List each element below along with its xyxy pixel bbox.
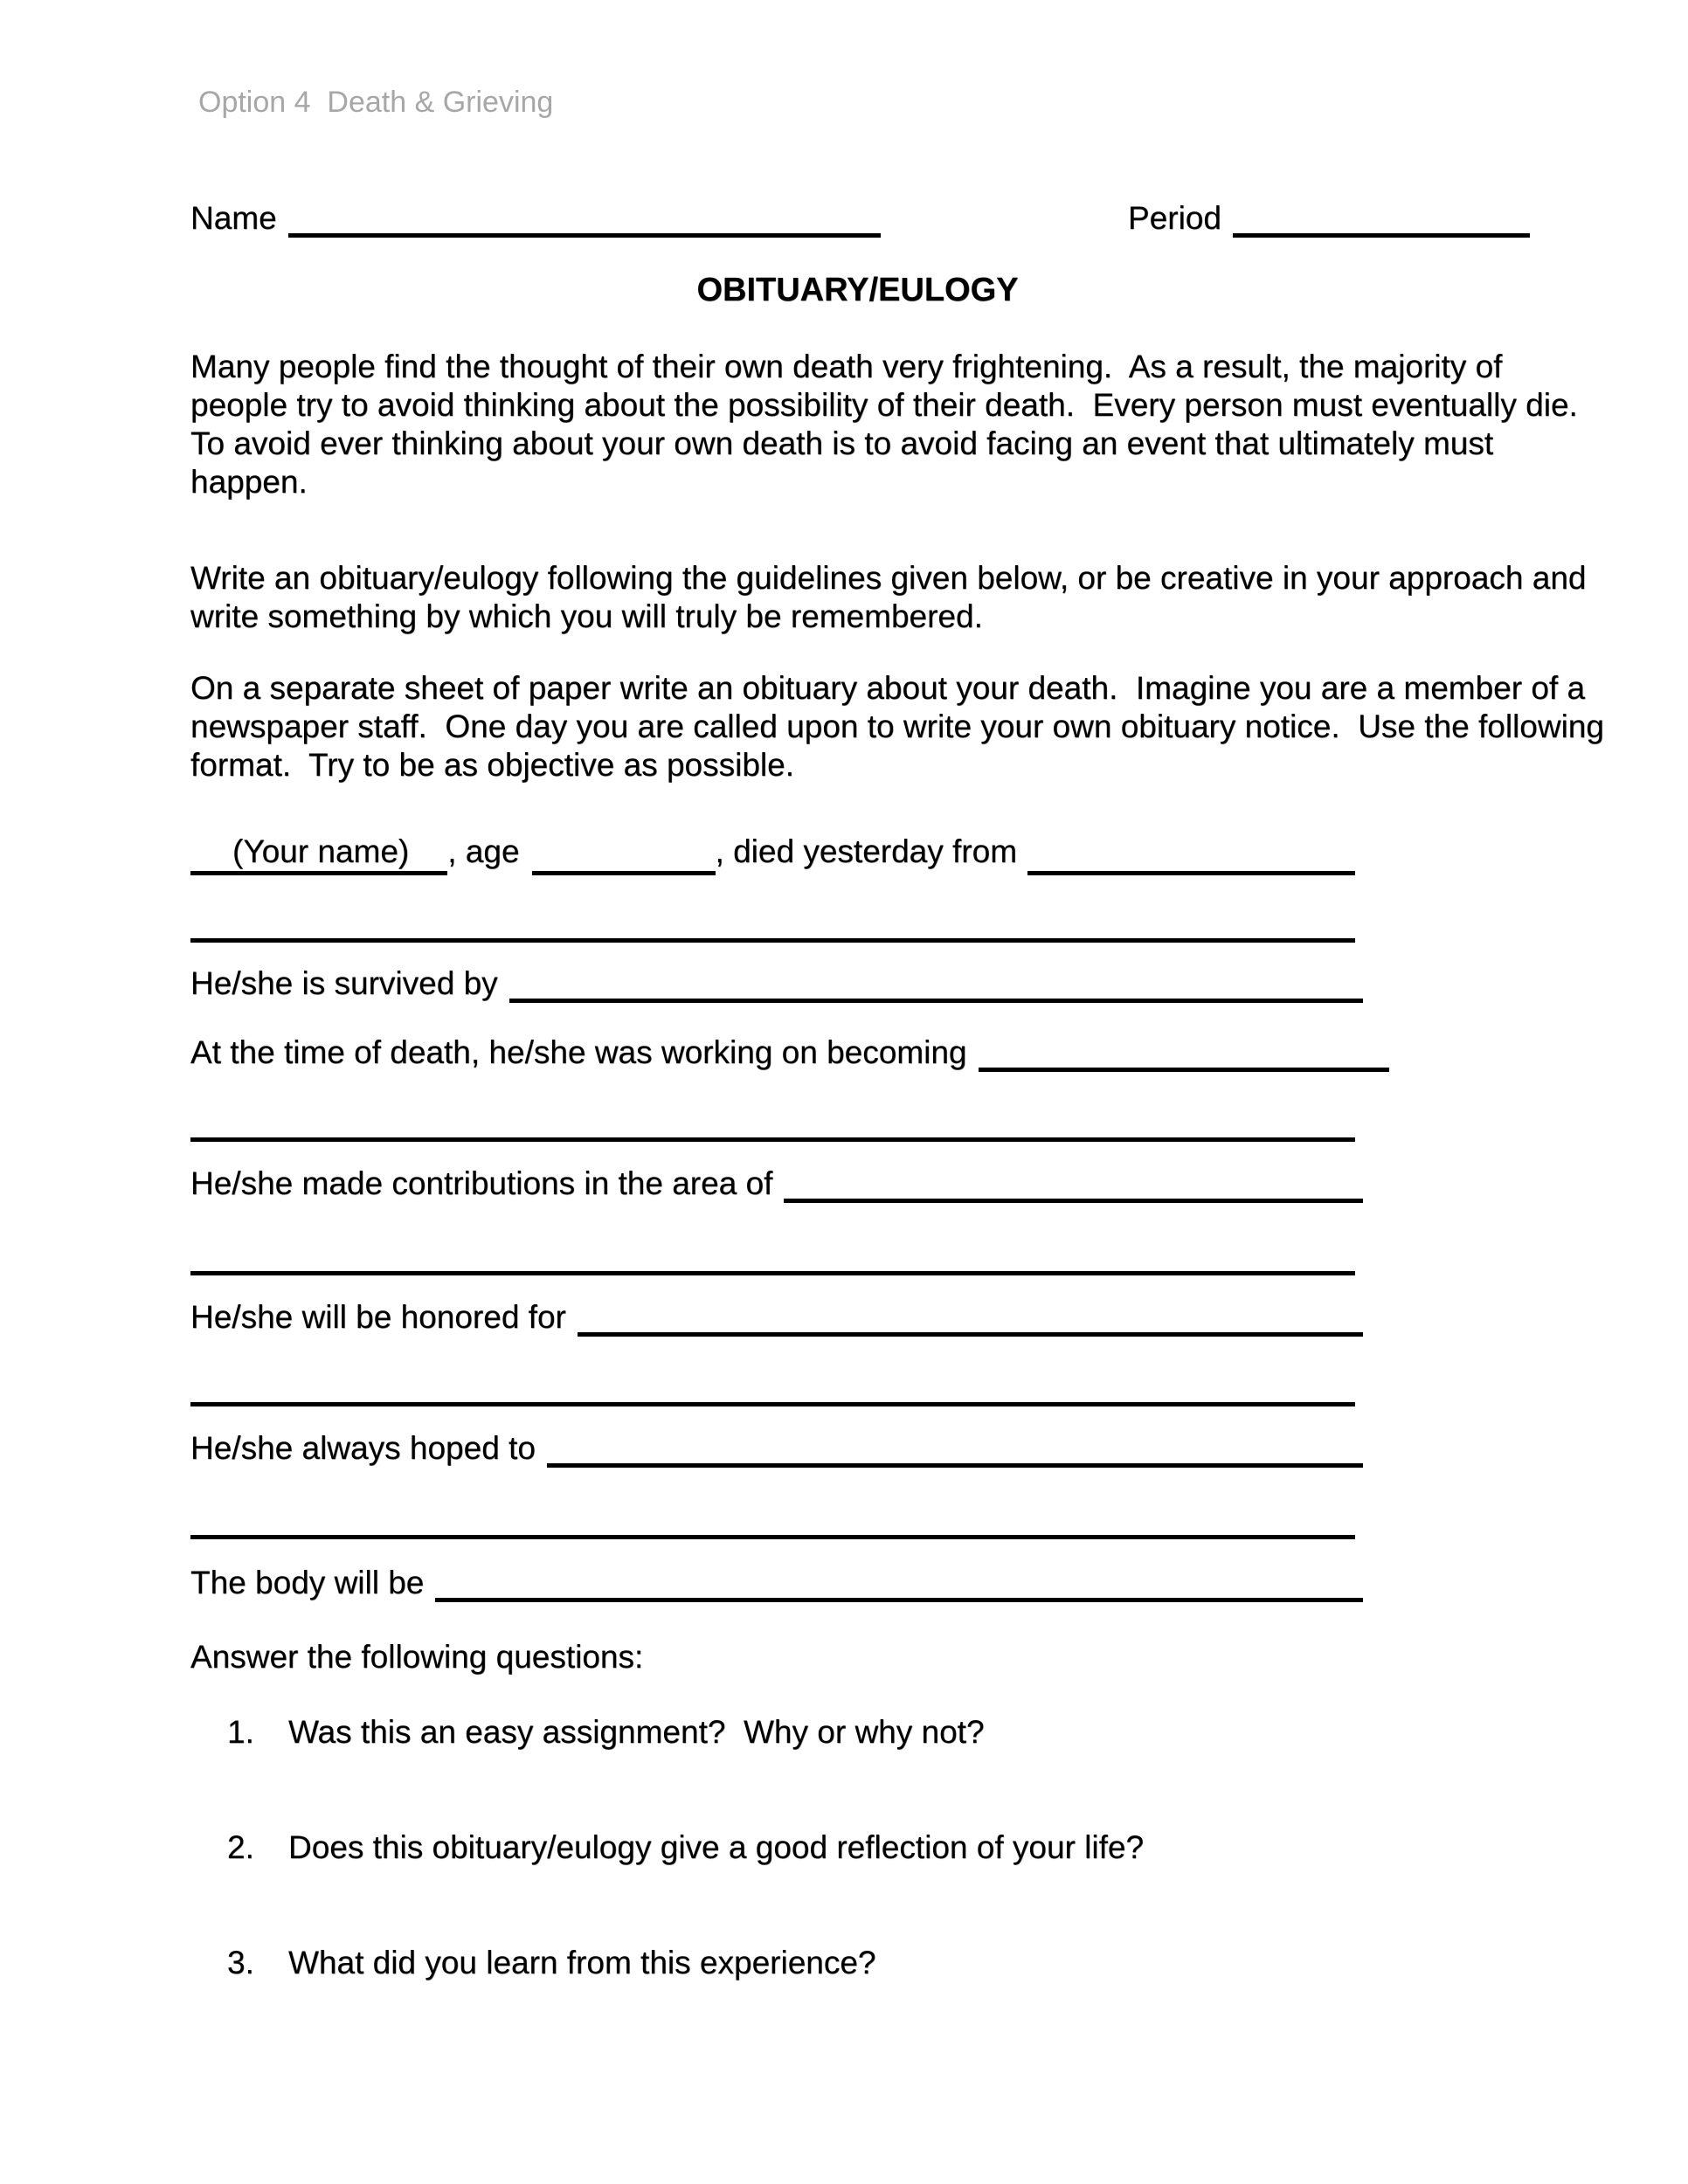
body-will-be-row: [190, 1564, 1363, 1602]
intro-paragraph: [190, 348, 1578, 501]
continuation-blank-line: [190, 1137, 1355, 1142]
honored-for-label: He/she will be honored for: [190, 1299, 566, 1335]
body-will-be-label: The body will be: [190, 1565, 425, 1600]
continuation-blank-line: [190, 1402, 1355, 1406]
header-note: Option 4 Death & Grieving: [198, 86, 554, 119]
paragraph-line: On a separate sheet of paper write an obituary about your death. Imagine you are a member of a: [190, 670, 1586, 706]
madlib-row: [190, 833, 1355, 875]
paragraph-line: Write an obituary/eulogy following the guidelines given below, or be creative in your approach and: [190, 560, 1587, 596]
continuation-blank-line: [190, 1271, 1355, 1275]
honored-for-row: [190, 1298, 1363, 1337]
working-on-becoming-label: At the time of death, he/she was working on becoming: [190, 1034, 967, 1070]
body-will-be-blank-line: [435, 1564, 1363, 1602]
question-item-3: [227, 1944, 876, 1982]
honored-for-blank-line: [578, 1298, 1363, 1337]
answer-questions-heading: Answer the following questions:: [190, 1639, 644, 1675]
your-name-label: (Your name): [232, 833, 410, 869]
paragraph-line: Many people find the thought of their own death very frightening. As a result, the majority of: [190, 349, 1503, 384]
instructions-paragraph: [190, 559, 1586, 636]
question-number: 3.: [227, 1945, 254, 1980]
paragraph-line: happen.: [190, 464, 308, 500]
period-label: Period: [1128, 200, 1221, 236]
age-label: , age: [447, 833, 520, 869]
contributions-label: He/she made contributions in the area of: [190, 1165, 773, 1201]
paragraph-line: people try to avoid thinking about the possibility of their death. Every person must eventually die.: [190, 387, 1578, 423]
age-blank-line: [532, 833, 716, 875]
contributions-row: [190, 1165, 1363, 1203]
working-on-becoming-row: [190, 1033, 1389, 1072]
always-hoped-blank-line: [547, 1429, 1363, 1468]
paragraph-line: write something by which you will truly be remembered.: [190, 598, 983, 634]
always-hoped-row: [190, 1429, 1363, 1468]
period-blank-line: [1233, 199, 1530, 238]
question-item-2: [227, 1828, 1144, 1867]
continuation-blank-line: [190, 938, 1355, 943]
contributions-blank-line: [784, 1165, 1363, 1203]
died-yesterday-label: , died yesterday from: [715, 833, 1018, 869]
cause-blank-line: [1027, 833, 1355, 875]
question-text: Was this an easy assignment? Why or why not?: [288, 1714, 985, 1750]
name-blank-line: [288, 199, 881, 238]
question-item-1: [227, 1713, 985, 1752]
page-title: OBITUARY/EULOGY: [696, 272, 1019, 308]
survived-by-row: [190, 964, 1363, 1003]
paragraph-line: To avoid ever thinking about your own death is to avoid facing an event that ultimately must: [190, 425, 1494, 461]
survived-by-label: He/she is survived by: [190, 965, 498, 1001]
format-paragraph: [190, 669, 1604, 784]
period-field-row: [1128, 199, 1530, 238]
survived-by-blank-line: [509, 964, 1363, 1003]
paragraph-line: format. Try to be as objective as possible.: [190, 747, 794, 783]
name-field-row: [190, 199, 881, 238]
question-text: Does this obituary/eulogy give a good reflection of your life?: [288, 1829, 1145, 1865]
question-number: 2.: [227, 1829, 254, 1865]
name-label: Name: [190, 200, 277, 236]
question-number: 1.: [227, 1714, 254, 1750]
working-on-becoming-blank-line: [979, 1033, 1389, 1072]
paragraph-line: newspaper staff. One day you are called upon to write your own obituary notice. Use the following: [190, 708, 1604, 744]
question-text: What did you learn from this experience?: [288, 1945, 876, 1980]
always-hoped-label: He/she always hoped to: [190, 1430, 536, 1466]
continuation-blank-line: [190, 1535, 1355, 1539]
your-name-blank: [190, 833, 447, 875]
